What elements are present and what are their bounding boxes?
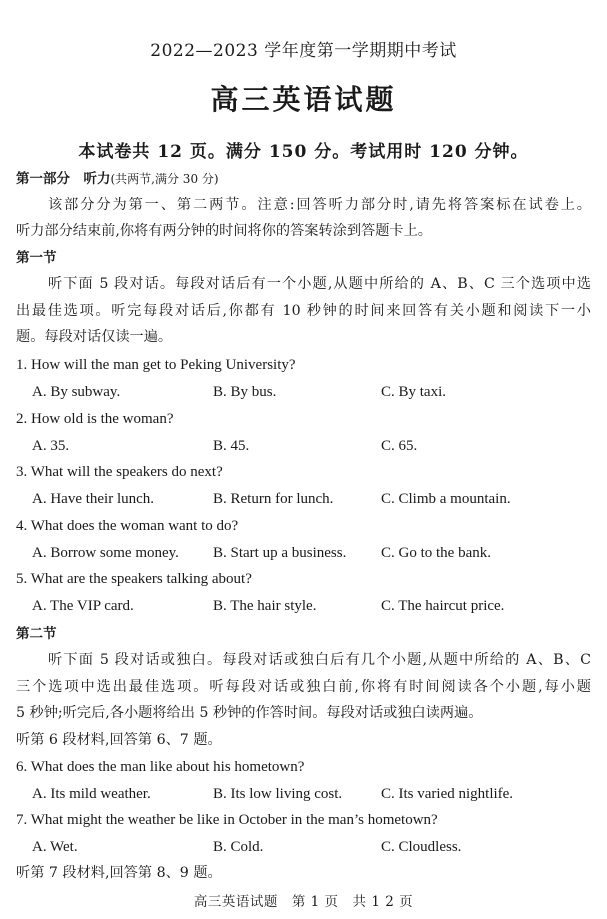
option-c: C. Its varied nightlife. bbox=[381, 786, 514, 802]
option-b: B. Return for lunch. bbox=[213, 491, 334, 507]
option-c: C. Cloudless. bbox=[381, 839, 462, 855]
option-c: C. The haircut price. bbox=[381, 598, 505, 614]
material-instruction: 听第 7 段材料,回答第 8、9 题。 bbox=[16, 865, 222, 881]
section2-instruction-line: 5 秒钟;听完后,各小题将给出 5 秒钟的作答时间。每段对话或独白读两遍。 bbox=[16, 705, 483, 721]
part1-heading-title: 第一部分 听力 bbox=[16, 171, 111, 187]
section2-instruction-line: 三个选项中选出最佳选项。听每段对话或独白前,你将有时间阅读各个小题,每小题 bbox=[16, 679, 591, 695]
section1-heading: 第一节 bbox=[16, 250, 57, 266]
question-stem: 6. What does the man like about his hometown? bbox=[16, 759, 305, 775]
option-b: B. Cold. bbox=[213, 839, 264, 855]
section2-instruction-line: 听下面 5 段对话或独白。每段对话或独白后有几个小题,从题中所给的 A、B、C bbox=[48, 652, 591, 668]
section2-heading: 第二节 bbox=[16, 626, 57, 642]
question-stem: 7. What might the weather be like in October in the man’s hometown? bbox=[16, 812, 438, 828]
option-a: A. The VIP card. bbox=[32, 598, 134, 614]
question-stem: 2. How old is the woman? bbox=[16, 411, 174, 427]
option-c: C. Climb a mountain. bbox=[381, 491, 511, 507]
option-c: C. Go to the bank. bbox=[381, 545, 491, 561]
option-a: A. Have their lunch. bbox=[32, 491, 155, 507]
question-stem: 4. What does the woman want to do? bbox=[16, 518, 239, 534]
section1-instruction-line: 题。每段对话仅读一遍。 bbox=[16, 329, 173, 345]
option-a: A. By subway. bbox=[32, 384, 121, 400]
part1-heading bbox=[16, 170, 219, 188]
option-c: C. By taxi. bbox=[381, 384, 447, 400]
exam-term-line: 2022—2023 学年度第一学期期中考试 bbox=[150, 41, 457, 61]
option-a: A. Borrow some money. bbox=[32, 545, 179, 561]
option-b: B. Its low living cost. bbox=[213, 786, 343, 802]
option-a: A. Wet. bbox=[32, 839, 78, 855]
option-b: B. The hair style. bbox=[213, 598, 317, 614]
option-b: B. 45. bbox=[213, 438, 250, 454]
section1-instruction-line: 听下面 5 段对话。每段对话后有一个小题,从题中所给的 A、B、C 三个选项中选 bbox=[48, 276, 591, 292]
option-a: A. Its mild weather. bbox=[32, 786, 151, 802]
page-title: 高三英语试题 bbox=[210, 83, 397, 116]
part1-heading-note: (共两节,满分 30 分) bbox=[110, 172, 219, 186]
part1-intro-line: 听力部分结束前,你将有两分钟的时间将你的答案转涂到答题卡上。 bbox=[16, 223, 432, 239]
option-a: A. 35. bbox=[32, 438, 70, 454]
exam-info-line: 本试卷共 12 页。满分 150 分。考试用时 120 分钟。 bbox=[78, 142, 529, 162]
option-b: B. By bus. bbox=[213, 384, 277, 400]
section1-instruction-line: 出最佳选项。听完每段对话后,你都有 10 秒钟的时间来回答有关小题和阅读下一小 bbox=[16, 303, 591, 319]
page-footer: 高三英语试题 第 1 页 共 1 2 页 bbox=[193, 894, 414, 910]
question-stem: 1. How will the man get to Peking University? bbox=[16, 357, 296, 373]
part1-intro-line: 该部分分为第一、第二两节。注意:回答听力部分时,请先将答案标在试卷上。 bbox=[48, 197, 591, 213]
question-stem: 5. What are the speakers talking about? bbox=[16, 571, 252, 587]
material-instruction: 听第 6 段材料,回答第 6、7 题。 bbox=[16, 732, 222, 748]
option-c: C. 65. bbox=[381, 438, 418, 454]
option-b: B. Start up a business. bbox=[213, 545, 347, 561]
question-stem: 3. What will the speakers do next? bbox=[16, 464, 223, 480]
